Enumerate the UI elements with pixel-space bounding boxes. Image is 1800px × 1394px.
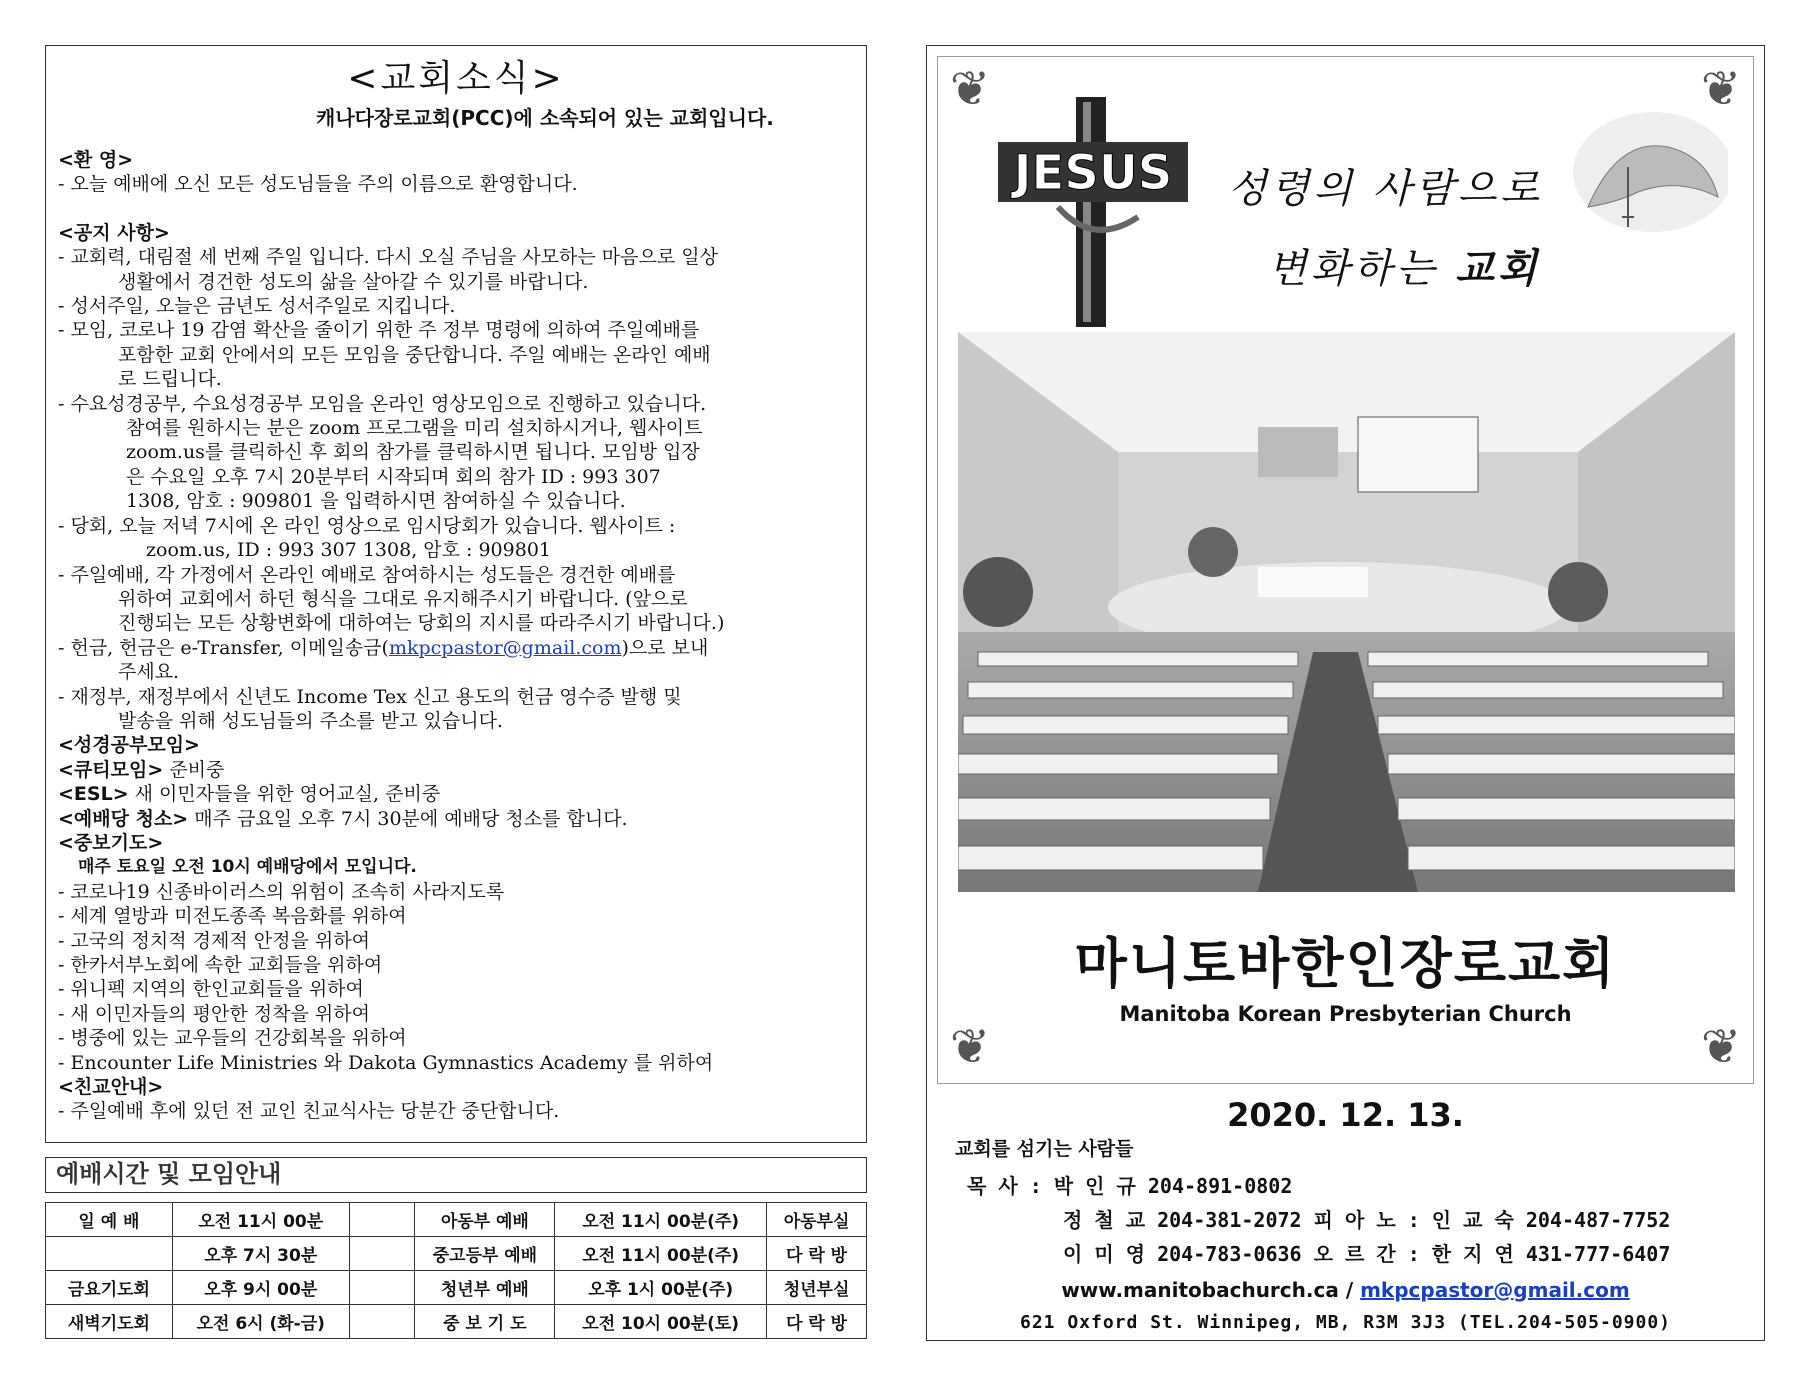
slogan-line-2-bold: 교회 (1455, 245, 1541, 292)
schedule-cell: 중 보 기 도 (415, 1305, 555, 1339)
prayer-item: - 새 이민자들의 평안한 정착을 위하여 (58, 1002, 370, 1025)
bulletin-date: 2020. 12. 13. (1227, 1096, 1464, 1134)
schedule-cell (349, 1203, 415, 1237)
church-news-box (45, 45, 867, 1143)
staff-line: 정 철 교 204-381-2072 피 아 노 : 인 교 숙 204-487-7752 (1063, 1208, 1671, 1232)
prayer-item: - 고국의 정치적 경제적 안정을 위하여 (58, 929, 370, 952)
schedule-row (46, 1237, 867, 1271)
website-link[interactable]: www.manitobachurch.ca (1061, 1278, 1339, 1302)
staff-line: 목 사 : 박 인 규 204-891-0802 (967, 1174, 1293, 1198)
notice-line: 은 수요일 오후 7시 20분부터 시작되며 회의 참가 ID : 993 307 (126, 465, 661, 488)
schedule-cell: 새벽기도회 (46, 1305, 173, 1339)
sanctuary-photo (958, 332, 1735, 892)
corner-ornament-icon: ❦ (949, 61, 991, 117)
notice-line: zoom.us, ID : 993 307 1308, 암호 : 909801 (146, 539, 551, 562)
praying-hands-image (1558, 97, 1728, 247)
schedule-cell: 일 예 배 (46, 1203, 173, 1237)
schedule-cell: 금요기도회 (46, 1271, 173, 1305)
notice-line: - 주일예배, 각 가정에서 온라인 예배로 참여하시는 성도들은 경건한 예배를 (58, 563, 676, 586)
email-link[interactable]: mkpcpastor@gmail.com (1360, 1278, 1630, 1302)
schedule-row (46, 1305, 867, 1339)
notice-line: 포함한 교회 안에서의 모든 모임을 중단합니다. 주일 예배는 온라인 예배 (118, 343, 711, 366)
schedule-cell: 오전 11시 00분(주) (555, 1203, 767, 1237)
schedule-cell (349, 1237, 415, 1271)
slogan-line-2-text: 변화하는 (1268, 246, 1456, 292)
qt-line (58, 758, 858, 782)
prayer-item: - 코로나19 신종바이러스의 위험이 조속히 사라지도록 (58, 880, 505, 903)
notice-line (58, 636, 858, 660)
notice-line: - 재정부, 재정부에서 신년도 Income Tex 신고 용도의 헌금 영수증 발행 및 (58, 685, 682, 708)
slogan-line-1: 성령의 사람으로 (1228, 166, 1544, 212)
schedule-cell (349, 1271, 415, 1305)
notice-line: - 교회력, 대림절 세 번째 주일 입니다. 다시 오실 주님을 사모하는 마음으로 일상 (58, 246, 718, 269)
schedule-cell (349, 1305, 415, 1339)
esl-text: 새 이민자들을 위한 영어교실, 준비중 (128, 783, 441, 806)
schedule-cell: 오후 9시 00분 (172, 1271, 349, 1305)
cleaning-heading: <예배당 청소> (58, 807, 189, 830)
jesus-logo-text: JESUS (1013, 145, 1173, 201)
schedule-cell: 다 락 방 (767, 1237, 867, 1271)
website-line (927, 1278, 1764, 1302)
news-subtitle: 캐나다장로교회(PCC)에 소속되어 있는 교회입니다. (316, 106, 774, 130)
cleaning-line (58, 807, 858, 831)
church-name-korean: 마니토바한인장로교회 (1074, 932, 1617, 995)
slogan-line-2 (1268, 237, 1541, 294)
notice-line: 로 드립니다. (118, 368, 222, 391)
qt-text: 준비중 (163, 758, 225, 781)
prayer-item: - 위니펙 지역의 한인교회들을 위하여 (58, 978, 364, 1001)
offering-text: - 헌금, 헌금은 e-Transfer, 이메일송금( (58, 636, 389, 659)
cover-frame (937, 56, 1754, 1084)
offering-text-end: )으로 보내 (621, 636, 709, 659)
notice-line: 1308, 암호 : 909801 을 입력하시면 참여하실 수 있습니다. (126, 490, 626, 513)
staff-line: 이 미 영 204-783-0636 오 르 간 : 한 지 연 431-777-6407 (1063, 1242, 1671, 1266)
schedule-cell: 아동부 예배 (415, 1203, 555, 1237)
schedule-row (46, 1271, 867, 1305)
schedule-cell: 오전 6시 (화-금) (172, 1305, 349, 1339)
schedule-table (45, 1202, 867, 1339)
staff-heading: 교회를 섬기는 사람들 (955, 1138, 1134, 1160)
schedule-cell (46, 1237, 173, 1271)
notice-line: - 당회, 오늘 저녁 7시에 온 라인 영상으로 임시당회가 있습니다. 웹사이트 : (58, 514, 676, 537)
prayer-item: - 병중에 있는 교우들의 건강회복을 위하여 (58, 1027, 407, 1050)
prayer-subheading: 매주 토요일 오전 10시 예배당에서 모입니다. (78, 857, 417, 878)
schedule-cell: 오전 11시 00분(주) (555, 1237, 767, 1271)
church-address: 621 Oxford St. Winnipeg, MB, R3M 3J3 (TEL.204-505-0900) (1019, 1312, 1672, 1333)
notice-line: 참여를 원하시는 분은 zoom 프로그램을 미리 설치하시거나, 웹사이트 (126, 417, 703, 440)
schedule-row (46, 1203, 867, 1237)
fellowship-heading: <친교안내> (58, 1076, 164, 1099)
corner-ornament-icon: ❦ (949, 1019, 991, 1075)
separator: / (1345, 1278, 1361, 1302)
prayer-item: - 한카서부노회에 속한 교회들을 위하여 (58, 954, 383, 976)
bulletin-cover (926, 45, 1765, 1341)
esl-line (58, 782, 858, 806)
fellowship-text: - 주일예배 후에 있던 전 교인 친교식사는 당분간 중단합니다. (58, 1100, 560, 1123)
corner-ornament-icon: ❦ (1700, 61, 1742, 117)
news-title: <교회소식> (347, 58, 565, 99)
notice-line: 발송을 위해 성도님들의 주소를 받고 있습니다. (118, 709, 503, 732)
schedule-cell: 청년부실 (767, 1271, 867, 1305)
notice-line: - 모임, 코로나 19 감염 확산을 줄이기 위한 주 정부 명령에 의하여 주일예배를 (58, 319, 700, 342)
notice-line: zoom.us를 클릭하신 후 회의 참가를 클릭하시면 됩니다. 모임방 입장 (126, 441, 700, 464)
prayer-item: - Encounter Life Ministries 와 Dakota Gymnastics Academy 를 위하여 (58, 1051, 714, 1074)
schedule-cell: 청년부 예배 (415, 1271, 555, 1305)
church-name-english: Manitoba Korean Presbyterian Church (1119, 1002, 1572, 1026)
corner-ornament-icon: ❦ (1700, 1019, 1742, 1075)
esl-heading: <ESL> (58, 783, 129, 806)
schedule-cell: 오전 11시 00분 (172, 1203, 349, 1237)
welcome-heading: <환 영> (58, 149, 134, 171)
cleaning-text: 매주 금요일 오후 7시 30분에 예배당 청소를 합니다. (188, 807, 628, 830)
notice-line: - 성서주일, 오늘은 금년도 성서주일로 지킵니다. (58, 295, 456, 318)
news-body (58, 148, 858, 1124)
schedule-cell: 다 락 방 (767, 1305, 867, 1339)
welcome-text: - 오늘 예배에 오신 모든 성도님들을 주의 이름으로 환영합니다. (58, 173, 578, 196)
jesus-cross-logo (998, 97, 1188, 327)
notice-line: 진행되는 모든 상황변화에 대하여는 당회의 지시를 따라주시기 바랍니다.) (118, 612, 725, 635)
pastor-email-link[interactable]: mkpcpastor@gmail.com (388, 636, 622, 659)
notice-line: 위하여 교회에서 하던 형식을 그대로 유지해주시기 바랍니다. (앞으로 (118, 587, 688, 610)
schedule-cell: 중고등부 예배 (415, 1237, 555, 1271)
notice-heading: <공지 사항> (58, 221, 170, 244)
bible-study-heading: <성경공부모임> (58, 734, 200, 757)
notice-line: 주세요. (118, 661, 180, 684)
schedule-cell: 아동부실 (767, 1203, 867, 1237)
schedule-cell: 오전 10시 00분(토) (555, 1305, 767, 1339)
prayer-item: - 세계 열방과 미전도종족 복음화를 위하여 (58, 905, 407, 928)
prayer-heading: <중보기도> (58, 831, 164, 854)
qt-heading: <큐티모임> (58, 758, 164, 781)
notice-line: 생활에서 경건한 성도의 삶을 살아갈 수 있기를 바랍니다. (118, 270, 589, 293)
schedule-title: 예배시간 및 모임안내 (45, 1157, 867, 1193)
schedule-cell: 오후 1시 00분(주) (555, 1271, 767, 1305)
schedule-cell: 오후 7시 30분 (172, 1237, 349, 1271)
notice-line: - 수요성경공부, 수요성경공부 모임을 온라인 영상모임으로 진행하고 있습니다. (58, 392, 707, 415)
